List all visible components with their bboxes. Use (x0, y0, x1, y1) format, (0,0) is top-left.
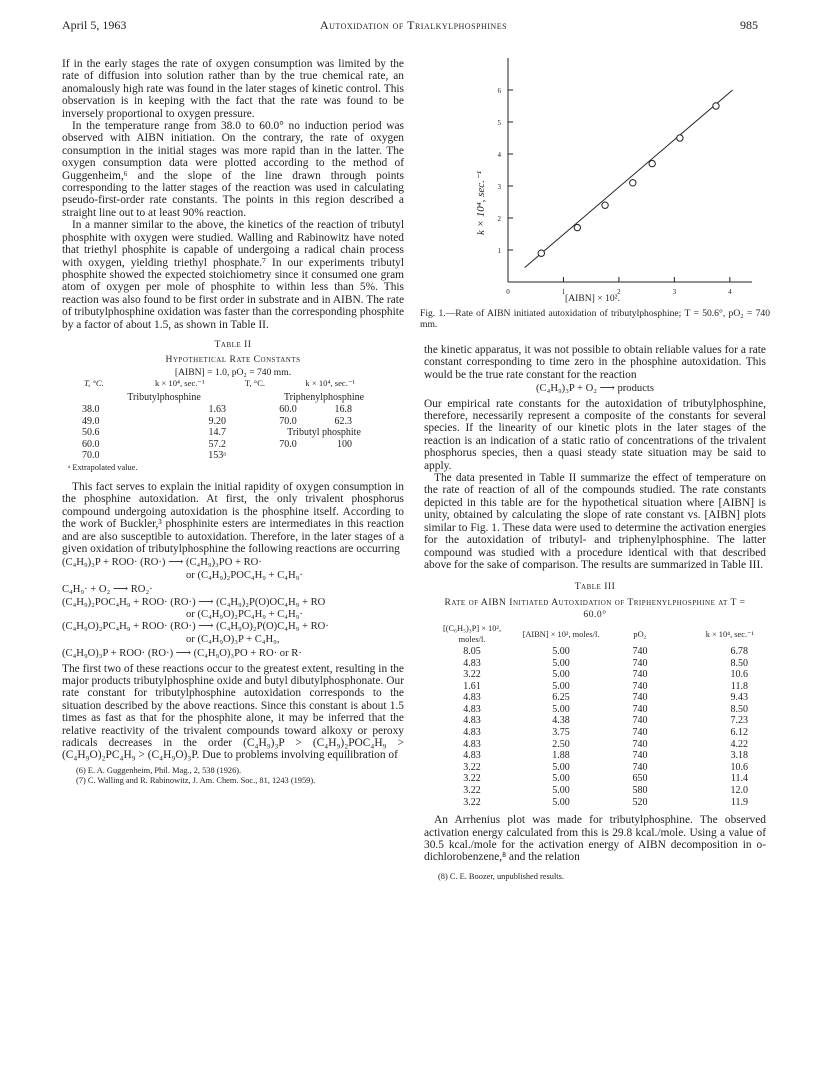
cell: 9.20 (208, 415, 226, 427)
axes (498, 58, 753, 296)
cell: 11.4 (730, 773, 748, 785)
figure-caption: Fig. 1.—Rate of AIBN initiated autoxidation of tributylphosphine; T = 50.6°, pO₂ = 740 mm. (420, 308, 770, 330)
column-header: [AIBN] × 10², moles/l. (522, 629, 600, 639)
cell: 2.50 (552, 738, 570, 750)
equation: (C₄H₉)₃P + ROO· (RO·) ⟶ (C₄H₉)₃PO + RO· (62, 557, 262, 569)
cell: 70.0 (279, 438, 297, 450)
x-tick-label: 2 (617, 288, 621, 296)
table-row (430, 750, 760, 762)
column-header: T, °C. (84, 377, 104, 388)
cell: 4.83 (463, 727, 481, 739)
fit-line (525, 90, 733, 268)
data-point (630, 180, 636, 186)
table-ii (62, 339, 404, 473)
cell: 4.83 (463, 692, 481, 704)
cell: 5.00 (552, 785, 570, 797)
cell: 153ᵃ (208, 450, 226, 462)
table-row (72, 416, 392, 428)
equation: C₄H₉· + O₂ ⟶ RO₂· (62, 584, 153, 596)
paragraph: In the temperature range from 38.0 to 60.0° no induction period was observed with AIBN initiation. On the contrary, the rate of oxygen consumption in the initial stages was more rapid than in the latter. The oxygen consumption data were plotted according to the method of Guggenheim,⁶ and the slope of the line drawn through points corresponding to the latter stages of the reaction was used in calculating pseudo-first-order rate constants. The points in this region described a straight line out to at least 90% reaction. (62, 120, 404, 219)
table-row (430, 681, 760, 693)
column-header: [(C₆H₅)₃P] × 10², moles/l. (442, 623, 502, 645)
footnote: (6) E. A. Guggenheim, Phil. Mag., 2, 538 (1926). (76, 765, 242, 775)
table-row (72, 404, 392, 416)
x-tick-label: 0 (506, 288, 510, 296)
footnote: (7) C. Walling and R. Rabinowitz, J. Am. Chem. Soc., 81, 1243 (1959). (76, 775, 316, 785)
table-row (72, 439, 392, 451)
cell: 6.12 (730, 727, 748, 739)
cell: 70.0 (279, 415, 297, 427)
cell: 5.00 (552, 796, 570, 808)
group-label: Tributylphosphine (127, 392, 201, 404)
column-header: T, °C. (244, 377, 266, 388)
y-tick-label: 5 (497, 119, 501, 127)
cell: 4.83 (463, 750, 481, 762)
table-title: Hypothetical Rate Constants (165, 354, 301, 366)
cell: 5.00 (552, 761, 570, 773)
table-footnote: ᵃ Extrapolated value. (68, 462, 138, 472)
equation: (C₄H₉)₂POC₄H₉ + ROO· (RO·) ⟶ (C₄H₉)₂P(O)OC₄H₉ + RO (62, 596, 326, 608)
y-tick-label: 4 (497, 151, 501, 159)
cell: 10.6 (730, 669, 748, 681)
cell: 520 (632, 796, 648, 808)
cell: 8.50 (730, 657, 748, 669)
cell: 5.00 (552, 773, 570, 785)
column-header: pO₂ (633, 629, 647, 639)
cell: 580 (632, 785, 648, 797)
cell: 1.63 (208, 403, 226, 415)
table-label: Table III (574, 581, 616, 593)
paragraph: In a manner similar to the above, the kinetics of the reaction of tributyl phosphite with oxygen were studied. Walling and Rabinowitz have noted that triethyl phosphite is capable of undergoing a radical chain process with oxygen, yielding triethyl phosphate.⁷ In our experiments tributyl phosphite showed the expected stoichiometry since it consumed one gram atom of oxygen per mole of phosphite to within less than 5%. This reaction was also found to be first order in substrate and in AIBN. The rate of tributylphosphine oxidation was faster than the corresponding phosphite by a factor of about 1.5, as shown in Table II. (62, 219, 404, 331)
cell: 3.22 (463, 796, 481, 808)
y-tick-label: 1 (497, 247, 501, 255)
data-point (713, 103, 719, 109)
table-label: Table II (214, 338, 252, 350)
header-title: Autoxidation of Trialkylphosphines (319, 18, 508, 32)
cell: 3.18 (730, 750, 748, 762)
table-row (430, 773, 760, 785)
data-point (649, 160, 655, 166)
cell: 7.23 (730, 715, 748, 727)
data-points (525, 90, 733, 268)
cell: 5.00 (552, 657, 570, 669)
group-label: Triphenylphosphine (283, 392, 365, 404)
table-row (72, 450, 392, 462)
equation: or (C₄H₉O)₂PC₄H₉ + C₄H₉· (186, 608, 303, 620)
cell: 10.6 (730, 761, 748, 773)
data-point (677, 135, 683, 141)
y-tick-label: 2 (497, 215, 501, 223)
cell: 3.22 (463, 669, 481, 681)
y-tick-label: 6 (497, 87, 501, 95)
table-row (430, 658, 760, 670)
cell: 60.0 (279, 403, 297, 415)
cell: 6.78 (730, 645, 748, 657)
cell: 740 (632, 738, 648, 750)
cell: 50.6 (82, 427, 100, 439)
table-row (430, 739, 760, 751)
data-point (574, 224, 580, 230)
cell: 3.22 (463, 761, 481, 773)
column-header: k × 10⁴, sec.⁻¹ (705, 629, 754, 639)
cell: 14.7 (208, 427, 226, 439)
cell: 4.83 (463, 738, 481, 750)
paragraph: The first two of these reactions occur to the greatest extent, resulting in the major products tributylphosphine oxide and butyl dibutylphosphonate. Our rate constant for tributylphosphine autoxidation corresponds to the situation described by the above reactions. Since this constant is about 1.5 times as fast as that for the phosphite alone, it may be inferred that the relative reactivity of the trivalent compounds toward alkoxy or peroxy radicals decreases in the order (C₄H₉)₃P > (C₄H₉)₂POC₄H₉ > (C₄H₉O)₂PC₄H₉ > (C₄H₉O)₃P. Due to problems involving equilibration of (62, 662, 404, 762)
cell: 60.0 (82, 438, 100, 450)
paragraph: An Arrhenius plot was made for tributylphosphine. The observed activation energy calculated from this is 29.8 kcal./mole. Using a value of 30.5 kcal./mole for the activation energy of AIBN decomposition in o-dichlorobenzene,⁸ and the relation (424, 814, 766, 864)
footnotes (62, 766, 404, 786)
cell: 740 (632, 669, 648, 681)
cell: 62.3 (334, 415, 352, 427)
table-iii (424, 581, 766, 808)
cell: 4.83 (463, 657, 481, 669)
cell: 3.22 (463, 785, 481, 797)
cell: 5.00 (552, 703, 570, 715)
cell: 16.8 (334, 403, 352, 415)
equation: or (C₄H₉)₂POC₄H₉ + C₄H₉· (186, 569, 303, 581)
table-row (430, 785, 760, 797)
header-page-number: 985 (740, 18, 758, 32)
cell: 12.0 (730, 785, 748, 797)
table-row (430, 797, 760, 809)
cell: 3.22 (463, 773, 481, 785)
x-tick-label: 3 (672, 288, 677, 296)
cell: 740 (632, 761, 648, 773)
table-conditions: [AIBN] = 1.0, pO₂ = 740 mm. (174, 366, 292, 378)
cell: 4.83 (463, 715, 481, 727)
cell: 4.22 (730, 738, 748, 750)
table-ii-grid (82, 378, 382, 390)
y-tick-label: 3 (497, 183, 501, 191)
x-tick-label: 4 (728, 288, 732, 296)
paragraph: Our empirical rate constants for the autoxidation of tributylphosphine, therefore, necessarily represent a composite of the constants for several species. If the linearity of our kinetic plots in the later stages of the reaction is an indication of a static ratio of concentrations of the trivalent phosphorus species, then a quasi steady state situation may be said to apply. (424, 397, 766, 472)
cell: 49.0 (82, 415, 100, 427)
cell: 740 (632, 657, 648, 669)
cell: 70.0 (82, 450, 100, 462)
table-row (430, 727, 760, 739)
paragraph: The data presented in Table II summarize the effect of temperature on the rate of reaction of all of the compounds studied. The rate constants depicted in this table are for the hypothetical situation where [AIBN] is unity, obtained by calculating the slope of rate constant vs. [AIBN] plots similar to Fig. 1. These data were used to determine the activation energies for the autoxidation of tributyl- and triphenylphosphine. The latter compound was studied with a procedure identical with that described above for the sake of comparison. The results are summarized in Table III. (424, 472, 766, 571)
cell: 650 (632, 773, 648, 785)
cell: 5.00 (552, 669, 570, 681)
table-row (430, 646, 760, 658)
x-tick-label: 1 (561, 288, 566, 296)
column-header: k × 10⁴, sec.⁻¹ (305, 377, 355, 388)
equation: (C₄H₉O)₃P + ROO· (RO·) ⟶ (C₄H₉O)₃PO + RO· or R· (62, 648, 302, 660)
column-header: k × 10⁴, sec.⁻¹ (154, 377, 205, 388)
cell: 740 (632, 715, 648, 727)
data-point (538, 250, 544, 256)
table-title: Rate of AIBN Initiated Autoxidation of Triphenylphosphine at T = 60.0° (444, 596, 746, 620)
cell: 57.2 (208, 438, 226, 450)
equation: (C₄H₉)₃P + O₂ ⟶ products (536, 383, 654, 395)
cell: 740 (632, 692, 648, 704)
cell: 1.61 (463, 680, 481, 692)
x-axis-label: [AIBN] × 10². (565, 293, 620, 304)
reaction-equations (62, 557, 404, 660)
paragraph: If in the early stages the rate of oxygen consumption was limited by the rate of diffusion into solution rather than by the true chemical rate, an anomalously high rate was found in the later stages of kinetic control. This observation is in keeping with the fact that the rate was found to be inversely proportional to oxygen pressure. (62, 58, 404, 120)
table-row (430, 704, 760, 716)
cell: 740 (632, 727, 648, 739)
table-row (430, 715, 760, 727)
paragraph: This fact serves to explain the initial rapidity of oxygen consumption in the phosphine autoxidation. At first, the only trivalent phosphorus compound undergoing autoxidation is the phosphine itself. According to the work of Buckler,³ phosphinite esters are intermediates in this reaction and are also susceptible to autoxidation. Therefore, in the later stages of a given oxidation of tributylphosphine the following reactions are occurring (62, 480, 404, 555)
cell: 100 (337, 438, 352, 450)
cell: 11.9 (730, 796, 748, 808)
cell: 8.05 (463, 645, 481, 657)
equation: (C₄H₉O)₂PC₄H₉ + ROO· (RO·) ⟶ (C₄H₉O)₂P(O)C₄H₉ + RO· (62, 621, 329, 633)
cell: 8.50 (730, 703, 748, 715)
cell: 5.00 (552, 645, 570, 657)
cell: 9.43 (730, 692, 748, 704)
right-column (424, 344, 766, 882)
cell: 740 (632, 680, 648, 692)
cell: 3.75 (552, 727, 570, 739)
cell: 4.83 (463, 703, 481, 715)
cell: 4.38 (552, 715, 570, 727)
y-axis-label: k × 10⁴, sec.⁻¹ (475, 170, 487, 235)
cell: 1.88 (552, 750, 570, 762)
cell: 11.8 (730, 680, 748, 692)
cell: 740 (632, 703, 648, 715)
paragraph: the kinetic apparatus, it was not possible to obtain reliable values for a rate constant corresponding to time zero in the phosphine autoxidation. This would be the true rate constant for the reaction (424, 344, 766, 381)
table-ii-body (72, 392, 392, 462)
footnote: (8) C. E. Boozer, unpublished results. (438, 871, 564, 881)
data-point (602, 202, 608, 208)
cell: 38.0 (82, 403, 100, 415)
equation: or (C₄H₉O)₃P + C₄H₉, (186, 633, 280, 645)
header-date: April 5, 1963 (62, 18, 127, 32)
table-row (430, 762, 760, 774)
table-row (430, 669, 760, 681)
cell: 5.00 (552, 680, 570, 692)
group-label: Tributyl phosphite (287, 427, 361, 439)
table-row (72, 427, 392, 439)
cell: 6.25 (552, 692, 570, 704)
table-header-row (430, 623, 760, 646)
table-row (430, 692, 760, 704)
table-iii-grid (430, 623, 760, 809)
cell: 740 (632, 645, 648, 657)
left-column (62, 58, 404, 786)
cell: 740 (632, 750, 648, 762)
